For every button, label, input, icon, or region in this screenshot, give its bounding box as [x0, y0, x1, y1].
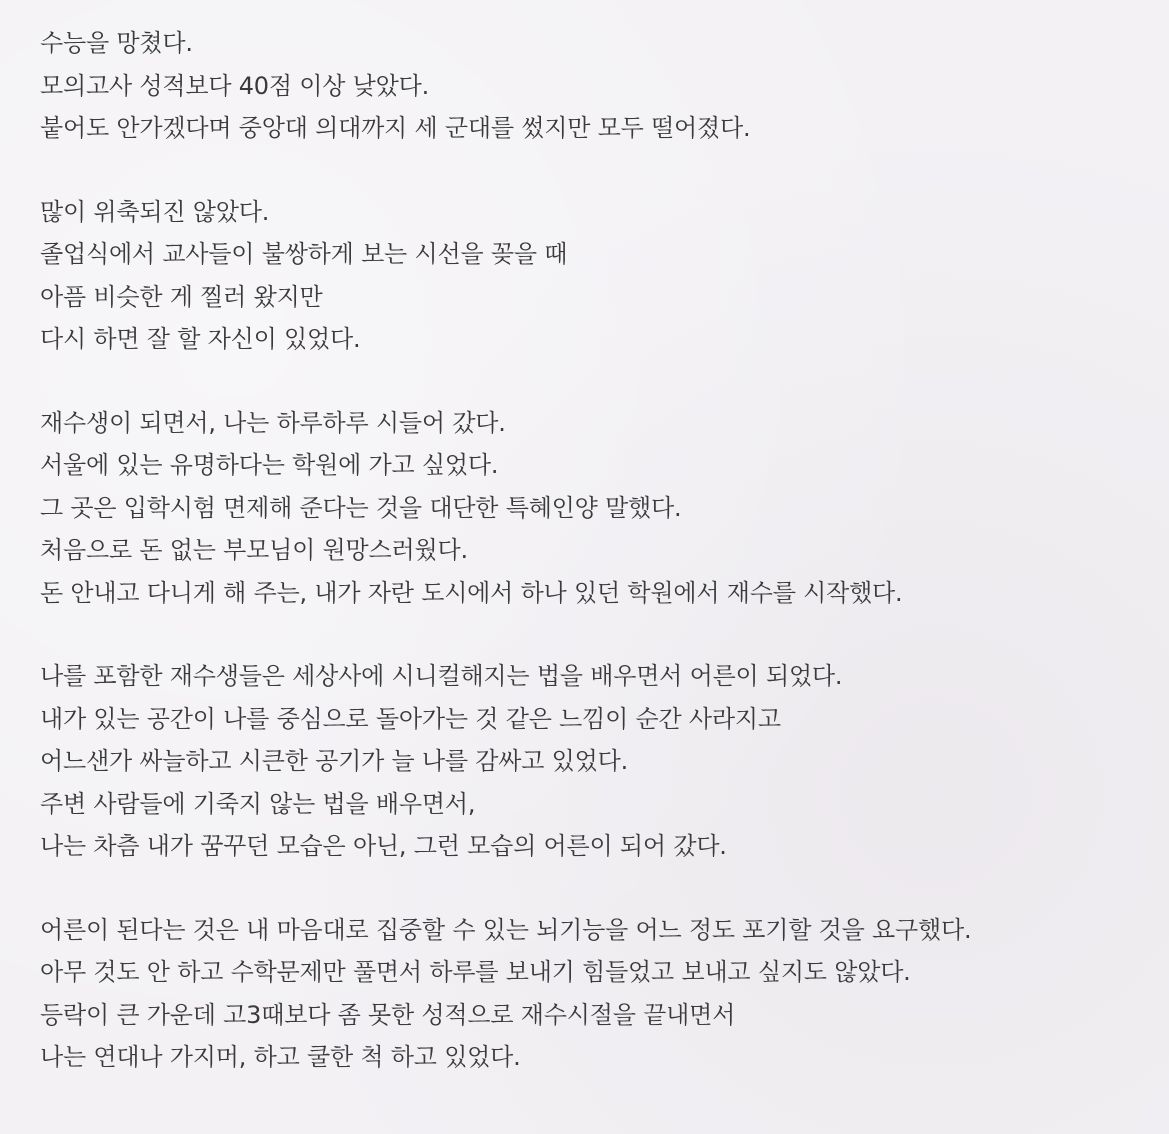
- text-line: 나를 포함한 재수생들은 세상사에 시니컬해지는 법을 배우면서 어른이 되었다.: [40, 662, 843, 690]
- paragraph-1: [40, 22, 1169, 150]
- text-line: 아픔 비슷한 게 찔러 왔지만: [40, 282, 323, 311]
- paragraph-4: [40, 655, 1169, 868]
- text-line: 돈 안내고 다니게 해 주는, 내가 자란 도시에서 하나 있던 학원에서 재수를 시작했다.: [40, 578, 903, 607]
- paragraph-2: [40, 191, 1169, 361]
- text-line: 수능을 망쳤다.: [40, 29, 193, 57]
- text-line: 나는 연대나 가지머, 하고 쿨한 척 하고 있었다.: [40, 1043, 521, 1071]
- text-line: 다시 하면 잘 할 자신이 있었다.: [40, 325, 361, 353]
- text-line: 내가 있는 공간이 나를 중심으로 돌아가는 것 같은 느낌이 순간 사라지고: [40, 704, 781, 733]
- text-line: 등락이 큰 가운데 고3때보다 좀 못한 성적으로 재수시절을 끝내면서: [40, 1000, 736, 1029]
- text-line: 어느샌가 싸늘하고 시큰한 공기가 늘 나를 감싸고 있었다.: [40, 747, 629, 775]
- text-line: 처음으로 돈 없는 부모님이 원망스러웠다.: [40, 536, 468, 564]
- text-line: 나는 차츰 내가 꿈꾸던 모습은 아닌, 그런 모습의 어른이 되어 갔다.: [40, 832, 727, 860]
- text-line: 아무 것도 안 하고 수학문제만 풀면서 하루를 보내기 힘들었고 보내고 싶지도 않았다.: [40, 958, 911, 986]
- text-line: 그 곳은 입학시험 면제해 준다는 것을 대단한 특혜인양 말했다.: [40, 493, 682, 522]
- text-line: 모의고사 성적보다 40점 이상 낮았다.: [40, 71, 430, 100]
- text-line: 많이 위축되진 않았다.: [40, 197, 270, 226]
- paragraph-3: [40, 402, 1169, 615]
- text-line: 재수생이 되면서, 나는 하루하루 시들어 갔다.: [40, 408, 506, 437]
- text-line: 어른이 된다는 것은 내 마음대로 집중할 수 있는 뇌기능을 어느 정도 포기할 것을 요구했다.: [40, 915, 972, 944]
- text-line: 서울에 있는 유명하다는 학원에 가고 싶었다.: [40, 451, 499, 479]
- text-line: 붙어도 안가겠다며 중앙대 의대까지 세 군대를 썼지만 모두 떨어졌다.: [40, 114, 751, 142]
- text-line: 졸업식에서 교사들이 불쌍하게 보는 시선을 꽂을 때: [40, 240, 568, 268]
- text-line: 주변 사람들에 기죽지 않는 법을 배우면서,: [40, 789, 476, 818]
- paragraph-5: [40, 909, 1169, 1079]
